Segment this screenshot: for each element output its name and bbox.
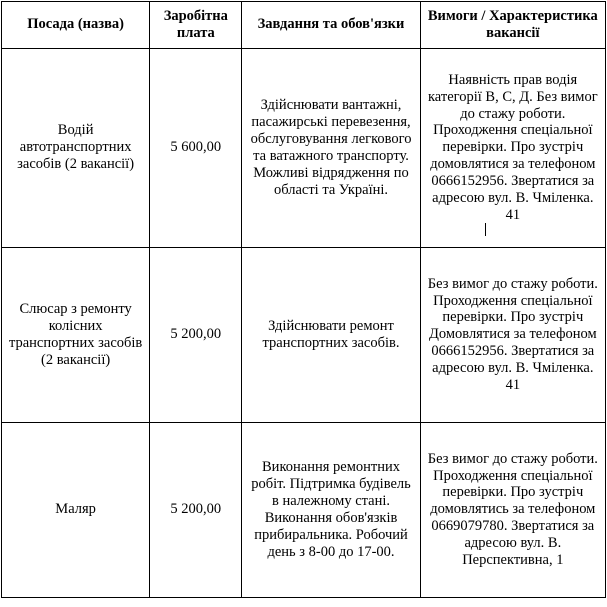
cell-duties: Здійснювати ремонт транспортних засобів. [242, 247, 420, 422]
column-header-salary: Заробітна плата [150, 2, 242, 49]
column-header-position: Посада (назва) [2, 2, 150, 49]
table-body [2, 48, 606, 597]
cell-requirements: Наявність прав водія категорії В, С, Д. Без вимог до стажу роботи. Проходження спеціальної перевірки. Про зустріч домовлятися за телефоном 0666152956. Звертатися за адресою вул. В. Чміленка. 41 [420, 48, 605, 247]
cell-position: Слюсар з ремонту колісних транспортних засобів (2 вакансії) [2, 247, 150, 422]
table-row [2, 422, 606, 597]
cell-duties: Виконання ремонтних робіт. Підтримка будівель в належному стані. Виконання обов'язків прибиральника. Робочий день з 8-00 до 17-00. [242, 422, 420, 597]
table-header [2, 2, 606, 49]
table-row [2, 247, 606, 422]
cell-salary: 5 200,00 [150, 422, 242, 597]
column-header-requirements: Вимоги / Характеристика вакансії [420, 2, 605, 49]
cell-salary: 5 200,00 [150, 247, 242, 422]
cell-requirements: Без вимог до стажу роботи. Проходження спеціальної перевірки. Про зустріч домовлятись за телефоном 0669079780. Звертатися за адресою вул. В. Перспективна, 1 [420, 422, 605, 597]
cell-position: Водій автотранспортних засобів (2 вакансії) [2, 48, 150, 247]
cell-position: Маляр [2, 422, 150, 597]
vacancy-table [1, 1, 606, 598]
cell-salary: 5 600,00 [150, 48, 242, 247]
table-row [2, 48, 606, 247]
cell-requirements: Без вимог до стажу роботи. Проходження спеціальної перевірки. Про зустріч Домовлятися за телефоном 0666152956. Звертатися за адресою вул. В. Чміленка. 41 [420, 247, 605, 422]
cell-duties: Здійснювати вантажні, пасажирські перевезення, обслуговування легкового та ватажного транспорту. Можливі відрядження по області та Україні. [242, 48, 420, 247]
column-header-duties: Завдання та обов'язки [242, 2, 420, 49]
table-header-row [2, 2, 606, 49]
